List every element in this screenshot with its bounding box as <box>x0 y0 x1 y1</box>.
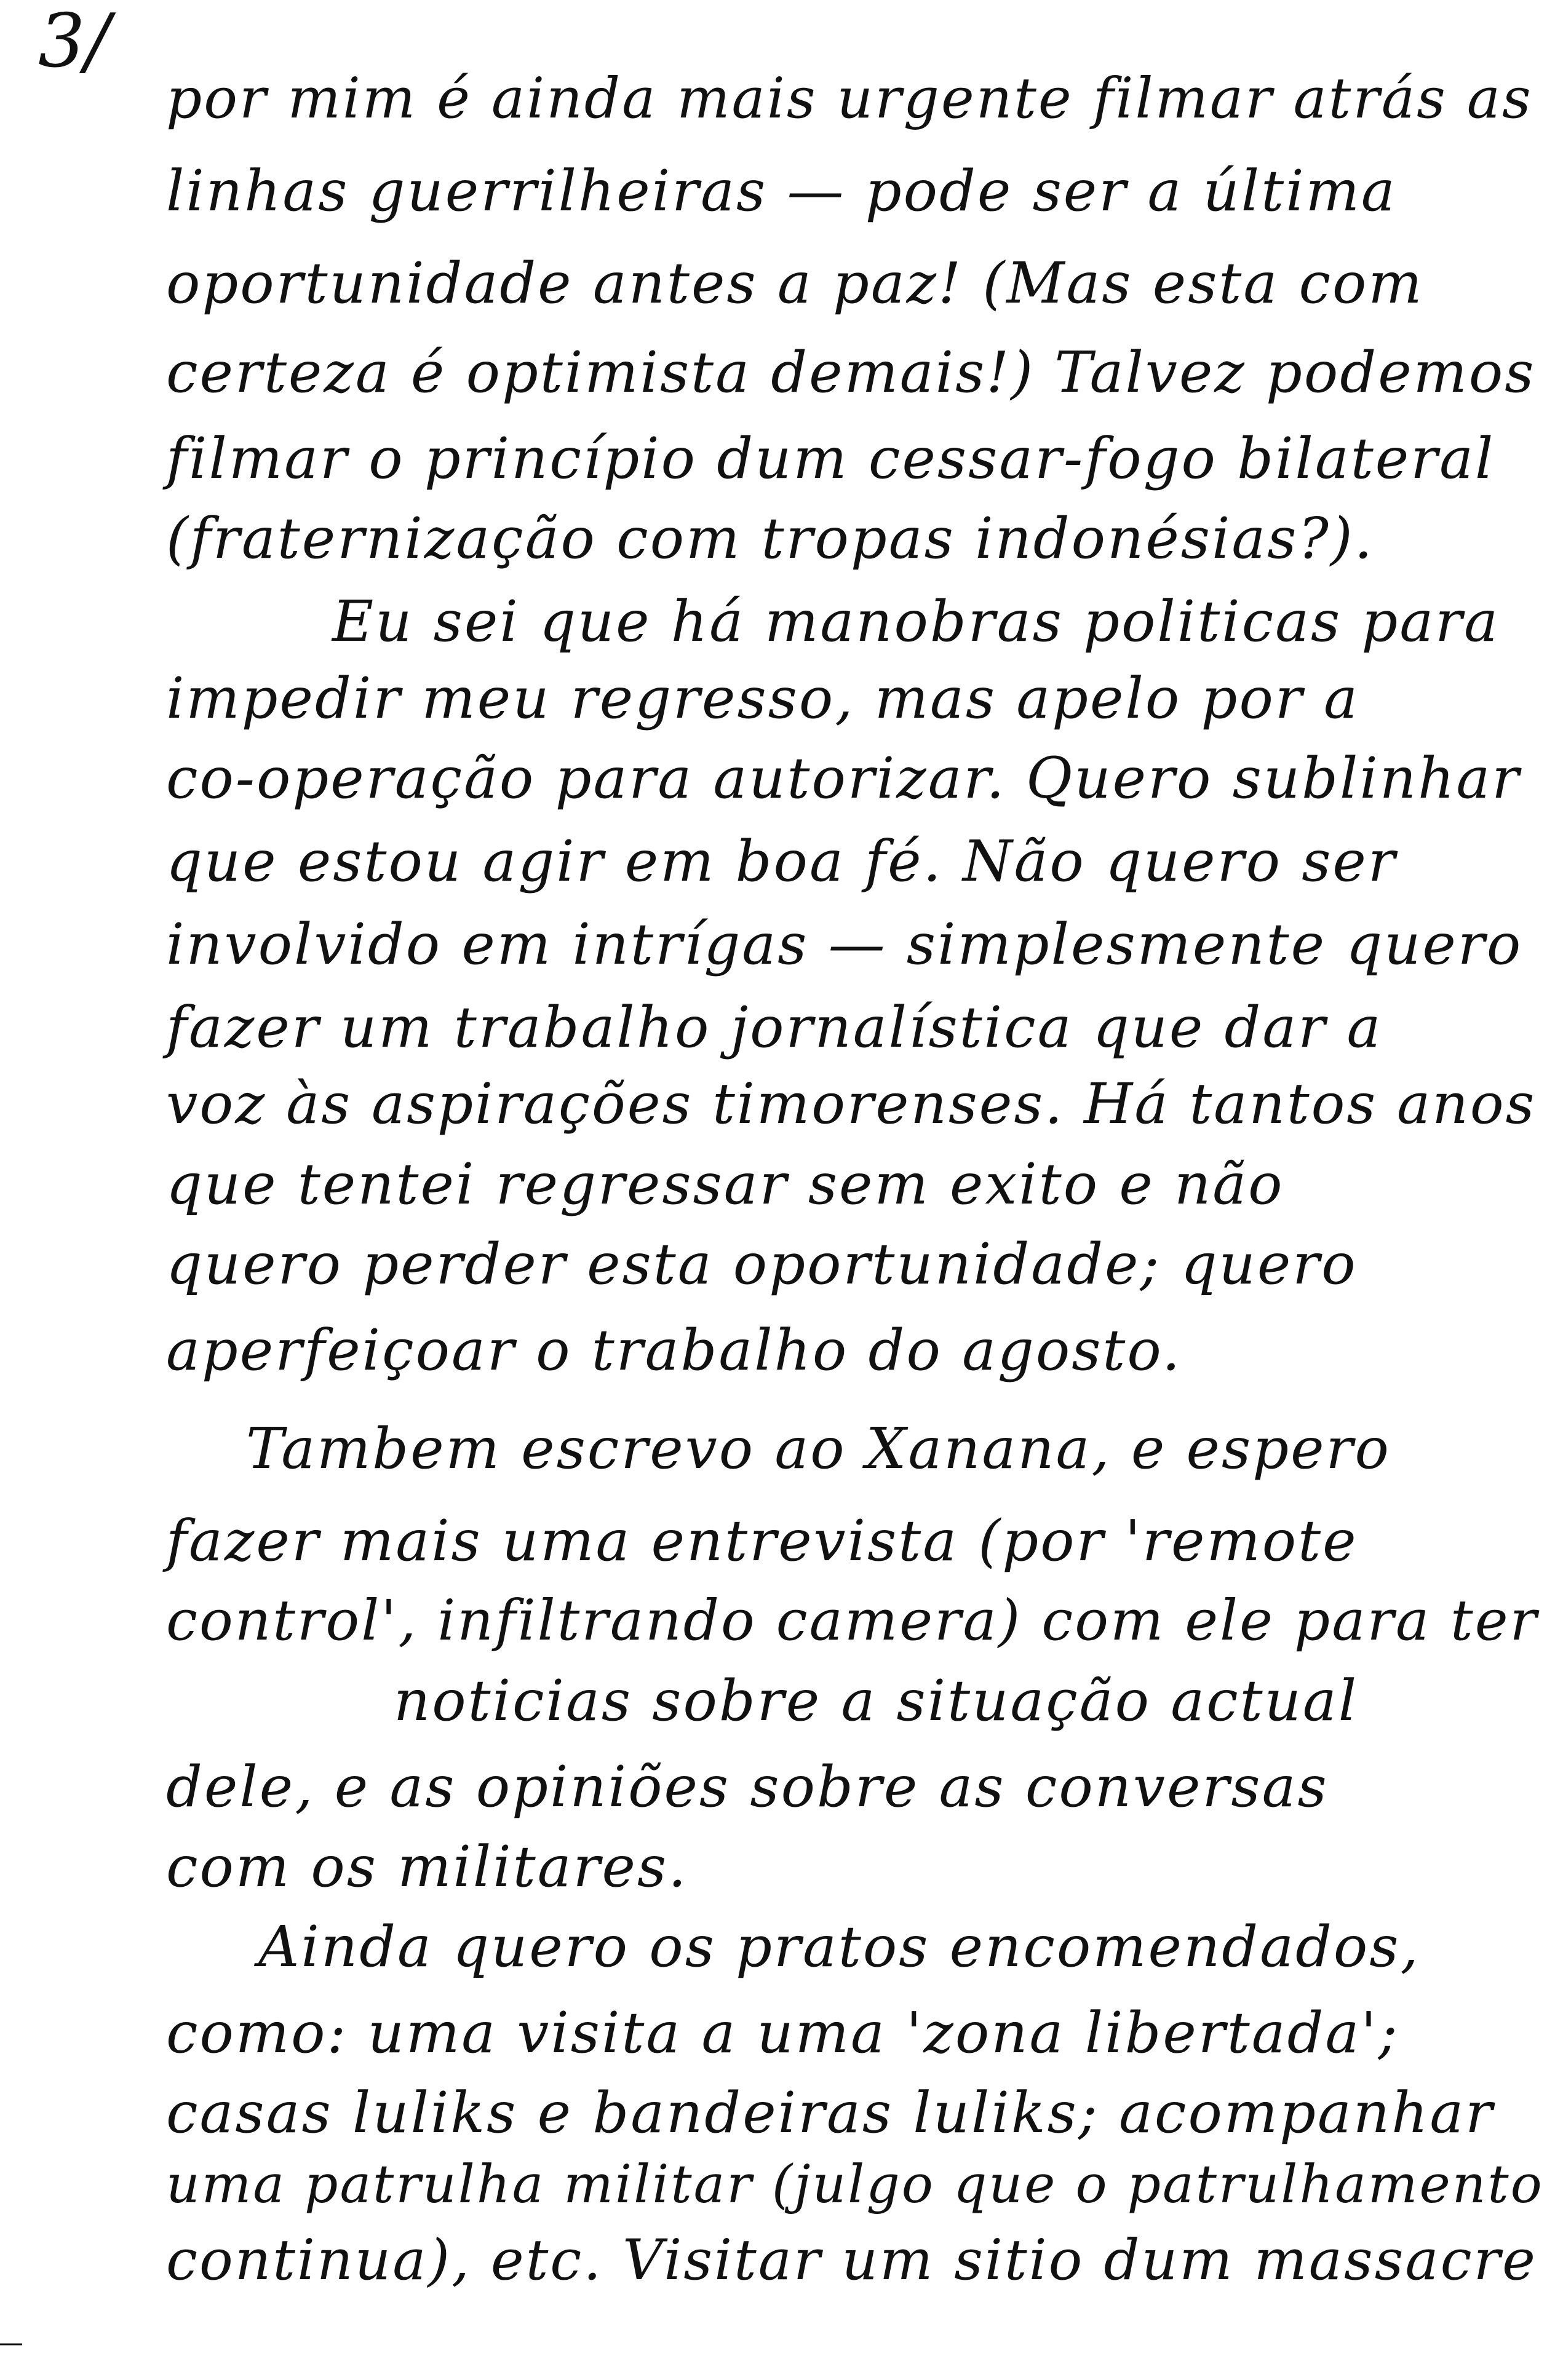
letter-line: quero perder esta oportunidade; quero <box>166 1231 1358 1297</box>
letter-line: que tentei regressar sem exito e não <box>166 1151 1284 1217</box>
letter-line: dele, e as opiniões sobre as conversas <box>166 1754 1329 1820</box>
letter-line: linhas guerrilheiras — pode ser a última <box>166 158 1397 224</box>
letter-line: Eu sei que há manobras politicas para <box>332 589 1500 654</box>
letter-line: com os militares. <box>166 1834 688 1900</box>
letter-line: involvido em intrígas — simplesmente quero <box>166 911 1523 977</box>
letter-line: Ainda quero os pratos encomendados, <box>258 1914 1420 1980</box>
letter-line: Tambem escrevo ao Xanana, e espero <box>246 1416 1391 1482</box>
letter-line: aperfeiçoar o trabalho do agosto. <box>166 1317 1182 1383</box>
scan-edge-mark <box>0 2342 25 2347</box>
letter-line: uma patrulha militar (julgo que o patrulhamento <box>166 2154 1544 2215</box>
page-number: 3/ <box>38 0 110 84</box>
letter-line: noticias sobre a situação actual <box>394 1668 1359 1734</box>
letter-line: fazer mais uma entrevista (por 'remote <box>166 1508 1358 1574</box>
letter-line: co-operação para autorizar. Quero sublinhar <box>166 745 1521 811</box>
letter-line: como: uma visita a uma 'zona libertada'; <box>166 2000 1399 2066</box>
letter-line: impedir meu regresso, mas apelo por a <box>166 665 1359 731</box>
letter-line: oportunidade antes a paz! (Mas esta com <box>166 250 1424 316</box>
letter-line: certeza é optimista demais!) Talvez podemos <box>166 339 1536 405</box>
letter-line: casas luliks e bandeiras luliks; acompanhar <box>166 2080 1495 2146</box>
letter-line: voz às aspirações timorenses. Há tantos anos <box>166 1072 1537 1136</box>
letter-line: fazer um trabalho jornalística que dar a <box>166 994 1383 1060</box>
letter-line: filmar o princípio dum cessar-fogo bilateral <box>166 426 1495 491</box>
letter-line: control', infiltrando camera) com ele para ter <box>166 1589 1539 1653</box>
letter-line: que estou agir em boa fé. Não quero ser <box>166 828 1397 894</box>
letter-line: por mim é ainda mais urgente filmar atrás as <box>166 66 1533 131</box>
letter-line: (fraternização com tropas indonésias?). <box>166 506 1374 571</box>
letter-line: continua), etc. Visitar um sitio dum massacre <box>166 2228 1537 2293</box>
